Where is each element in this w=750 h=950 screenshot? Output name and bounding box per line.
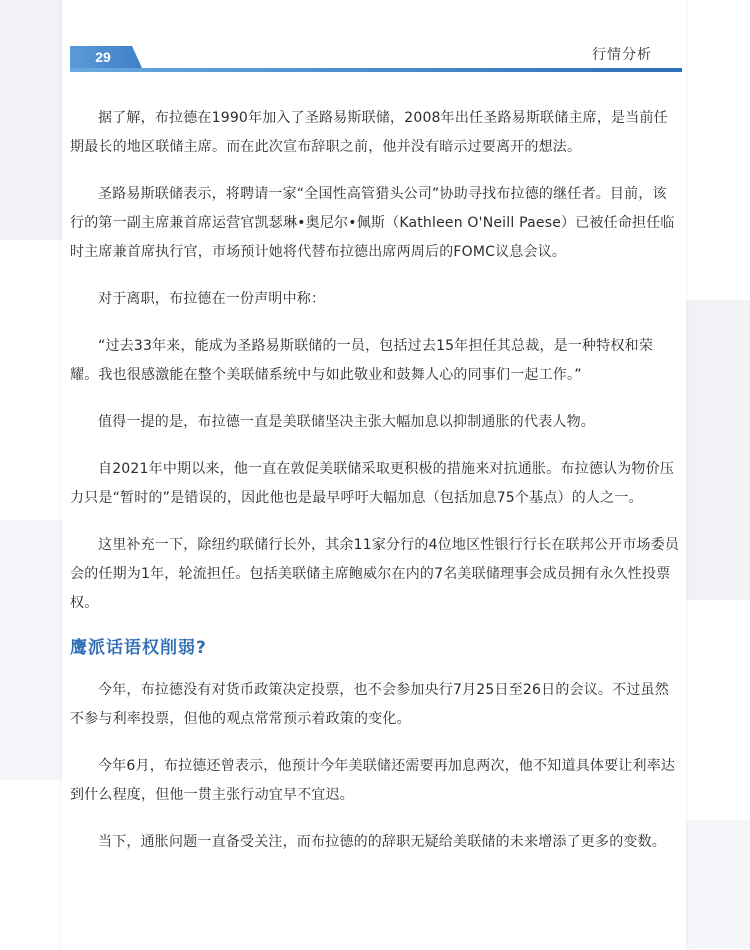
paragraph: 对于离职，布拉德在一份声明中称： [98, 291, 326, 307]
page-header [70, 42, 682, 74]
article-body [70, 104, 680, 875]
paragraph: 这里补充一下，除纽约联储行长外，其余11家分行的4位地区性银行行长在联邦公开市场委员会的任期为1年，轮流担任。包括美联储主席鲍威尔在内的7名美联储理事会成员拥有永久性投票权。 [70, 537, 680, 611]
paragraph: 值得一提的是，布拉德一直是美联储坚决主张大幅加息以抑制通胀的代表人物。 [98, 414, 595, 430]
background-tile [686, 300, 750, 600]
section-title: 行情分析 [592, 47, 652, 63]
header-rule [70, 68, 682, 72]
section-subheading: 鹰派话语权削弱? [70, 638, 207, 658]
paragraph: 当下，通胀问题一直备受关注，而布拉德的的辞职无疑给美联储的未来增添了更多的变数。 [98, 834, 666, 850]
background-tile [0, 0, 62, 240]
paragraph: 据了解，布拉德在1990年加入了圣路易斯联储，2008年出任圣路易斯联储主席，是当前任期最长的地区联储主席。而在此次宣布辞职之前，他并没有暗示过要离开的想法。 [70, 110, 668, 155]
paragraph: 今年6月，布拉德还曾表示，他预计今年美联储还需要再加息两次，他不知道具体要让利率达到什么程度，但他一贯主张行动宜早不宜迟。 [70, 758, 676, 803]
paragraph: 圣路易斯联储表示，将聘请一家“全国性高管猎头公司”协助寻找布拉德的继任者。目前，该行的第一副主席兼首席运营官凯瑟琳•奥尼尔•佩斯（Kathleen O'Neill Paese）已被任命担任临时主席兼首席执行官，市场预计她将代替布拉德出席两周后的FOMC议息会议。 [70, 186, 675, 260]
paragraph: 自2021年中期以来，他一直在敦促美联储采取更积极的措施来对抗通胀。布拉德认为物价压力只是“暂时的”是错误的，因此他也是最早呼吁大幅加息（包括加息75个基点）的人之一。 [70, 461, 675, 506]
background-tile [686, 820, 750, 950]
paragraph: 今年，布拉德没有对货币政策决定投票，也不会参加央行7月25日至26日的会议。不过虽然不参与利率投票，但他的观点常常预示着政策的变化。 [70, 682, 669, 727]
page-number: 29 [95, 49, 111, 65]
quote-paragraph: “过去33年来，能成为圣路易斯联储的一员，包括过去15年担任其总裁，是一种特权和荣耀。我也很感激能在整个美联储系统中与如此敬业和鼓舞人心的同事们一起工作。” [70, 338, 654, 383]
background-tile [0, 520, 62, 780]
